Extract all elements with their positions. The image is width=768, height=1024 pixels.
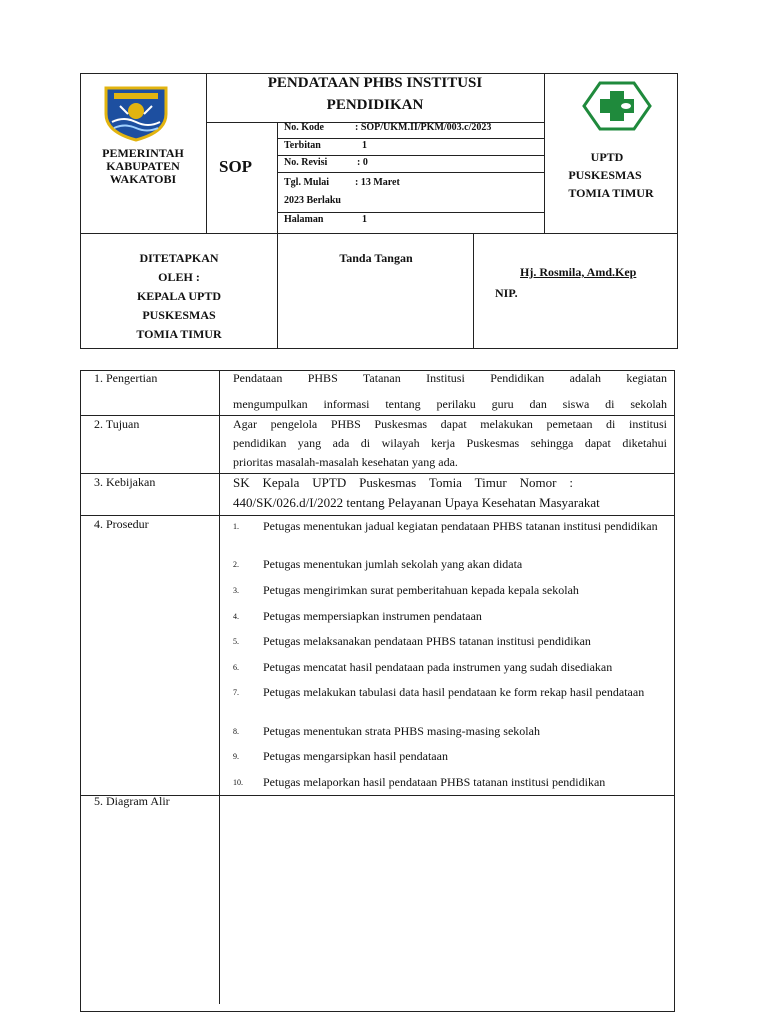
tujuan-line-3: prioritas masalah-masalah kesehatan yang ada. bbox=[233, 455, 458, 469]
pengertian-line-2: mengumpulkan informasi tentang perilaku guru dan siswa di sekolah bbox=[233, 397, 667, 411]
step-text: Petugas melakukan tabulasi data hasil pendataan ke form rekap hasil pendataan bbox=[263, 685, 645, 699]
meta-edition-value: 1 bbox=[362, 140, 367, 151]
approver-name: Hj. Rosmila, Amd.Kep bbox=[520, 265, 637, 279]
divider bbox=[277, 212, 544, 213]
step-text: Petugas melaksanakan pendataan PHBS tatanan institusi pendidikan bbox=[263, 634, 591, 648]
approved-by: DITETAPKAN OLEH : KEPALA UPTD PUSKESMAS TOMIA TIMUR bbox=[136, 251, 222, 341]
section-label-pengertian: 1. Pengertian bbox=[94, 371, 158, 385]
step-number: 10. bbox=[233, 778, 243, 787]
meta-revision-value: : 0 bbox=[357, 157, 368, 168]
puskesmas-label: UPTD PUSKESMAS TOMIA TIMUR bbox=[568, 150, 654, 200]
divider bbox=[277, 172, 544, 173]
kebijakan-line-2: 440/SK/026.d/I/2022 tentang Pelayanan Upaya Kesehatan Masyarakat bbox=[233, 495, 600, 510]
step-text: Petugas mencatat hasil pendataan pada instrumen yang sudah disediakan bbox=[263, 660, 613, 674]
meta-effective-label: 2023 Berlaku bbox=[284, 195, 341, 206]
meta-edition-label: Terbitan bbox=[284, 140, 321, 151]
step-number: 1. bbox=[233, 522, 239, 531]
step-text: Petugas menentukan jumlah sekolah yang akan didata bbox=[263, 557, 523, 571]
step-number: 7. bbox=[233, 688, 239, 697]
step-text: Petugas menentukan jadual kegiatan pendataan PHBS tatanan institusi pendidikan bbox=[263, 519, 658, 533]
meta-code-value: : SOP/UKM.II/PKM/003.c/2023 bbox=[355, 122, 492, 133]
puskesmas-logo-icon bbox=[582, 80, 652, 132]
meta-start-label: Tgl. Mulai bbox=[284, 177, 330, 188]
tujuan-line-1: Agar pengelola PHBS Puskesmas dapat melakukan pemetaan di institusi bbox=[233, 417, 667, 431]
step-text: Petugas melaporkan hasil pendataan PHBS tatanan institusi pendidikan bbox=[263, 775, 606, 789]
step-number: 5. bbox=[233, 637, 239, 646]
divider bbox=[80, 515, 675, 516]
divider bbox=[277, 138, 544, 139]
divider bbox=[80, 473, 675, 474]
step-number: 6. bbox=[233, 663, 239, 672]
divider bbox=[277, 155, 544, 156]
step-text: Petugas mengarsipkan hasil pendataan bbox=[263, 749, 448, 763]
step-number: 3. bbox=[233, 586, 239, 595]
meta-page-value: 1 bbox=[362, 214, 367, 225]
step-number: 8. bbox=[233, 727, 239, 736]
meta-start-value: : 13 Maret bbox=[355, 177, 400, 188]
divider bbox=[206, 73, 207, 234]
step-text: Petugas mempersiapkan instrumen pendataan bbox=[263, 609, 482, 623]
document-title: PENDATAAN PHBS INSTITUSI PENDIDIKAN bbox=[267, 75, 483, 113]
pengertian-line-1: Pendataan PHBS Tatanan Institusi Pendidikan adalah kegiatan bbox=[233, 371, 667, 385]
section-label-kebijakan: 3. Kebijakan bbox=[94, 475, 156, 489]
approver-nip: NIP. bbox=[495, 286, 518, 300]
tujuan-line-2: pendidikan yang ada di wilayah kerja Puskesmas sehingga dapat diketahui bbox=[233, 436, 667, 450]
step-number: 2. bbox=[233, 560, 239, 569]
divider bbox=[219, 370, 220, 1004]
section-label-prosedur: 4. Prosedur bbox=[94, 517, 149, 531]
step-number: 9. bbox=[233, 752, 239, 761]
meta-page-label: Halaman bbox=[284, 214, 324, 225]
step-number: 4. bbox=[233, 612, 239, 621]
divider bbox=[473, 233, 474, 349]
meta-revision-label: No. Revisi bbox=[284, 157, 328, 168]
section-label-tujuan: 2. Tujuan bbox=[94, 417, 140, 431]
step-text: Petugas mengirimkan surat pemberitahuan kepada kepala sekolah bbox=[263, 583, 579, 597]
government-label: PEMERINTAH KABUPATEN WAKATOBI bbox=[102, 146, 184, 186]
meta-code-label: No. Kode bbox=[284, 122, 324, 133]
divider bbox=[277, 233, 278, 349]
section-label-diagram: 5. Diagram Alir bbox=[94, 794, 170, 808]
step-text: Petugas menentukan strata PHBS masing-masing sekolah bbox=[263, 724, 540, 738]
regency-emblem-icon bbox=[100, 84, 172, 142]
sop-label: SOP bbox=[219, 157, 253, 176]
divider bbox=[80, 415, 675, 416]
kebijakan-line-1: SK Kepala UPTD Puskesmas Tomia Timur Nomor : bbox=[233, 475, 573, 490]
signature-label: Tanda Tangan bbox=[339, 251, 413, 265]
